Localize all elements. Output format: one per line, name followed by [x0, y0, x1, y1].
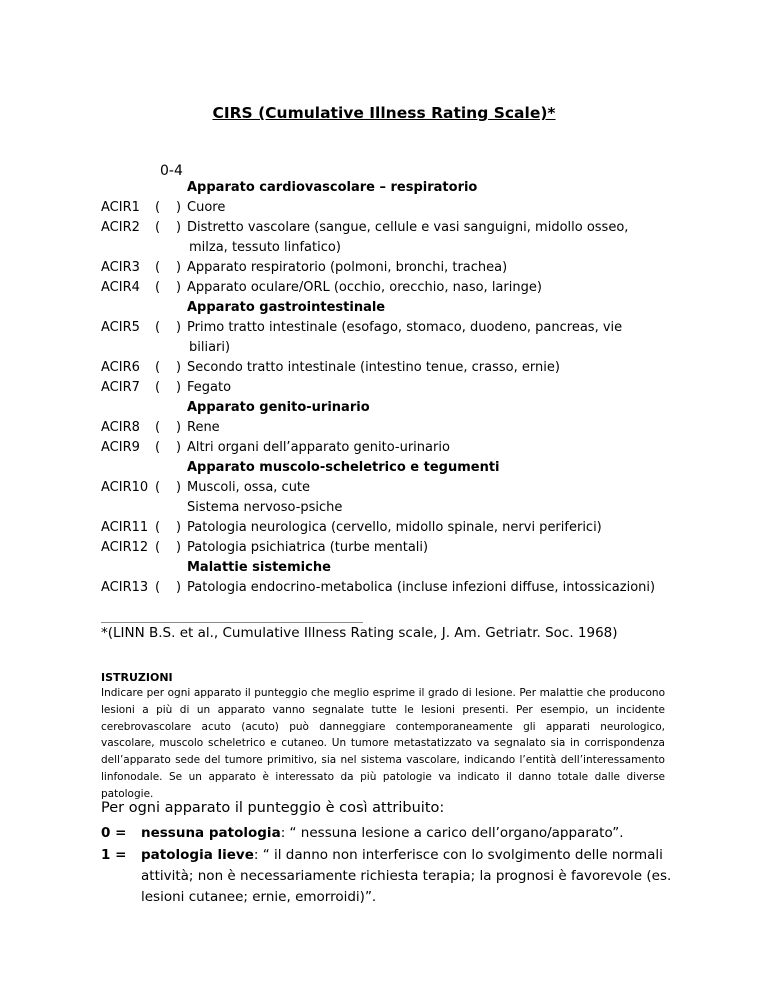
item-code: ACIR8	[101, 420, 140, 435]
item-code: ACIR2	[101, 220, 140, 235]
item-code: ACIR3	[101, 260, 140, 275]
score-slot-close: )	[176, 320, 182, 335]
item-continuation	[101, 238, 701, 258]
section-heading-text: Apparato genito-urinario	[187, 400, 370, 415]
row-text: Sistema nervoso-psiche	[187, 500, 343, 515]
section-label	[101, 498, 701, 518]
cirs-item-list	[101, 178, 701, 598]
score-value: 0 =	[101, 825, 127, 841]
item-description: Apparato oculare/ORL (occhio, orecchio, naso, laringe)	[187, 280, 542, 295]
item-code: ACIR1	[101, 200, 140, 215]
cirs-item-row	[101, 578, 701, 598]
cirs-item-row	[101, 538, 701, 558]
score-description	[141, 845, 701, 908]
cirs-item-row	[101, 218, 701, 238]
item-description: Patologia neurologica (cervello, midollo spinale, nervi periferici)	[187, 520, 602, 535]
item-continuation	[101, 338, 701, 358]
row-text: milza, tessuto linfatico)	[189, 240, 341, 255]
cirs-item-row	[101, 358, 701, 378]
score-label: nessuna patologia	[141, 825, 281, 841]
score-text: : “ nessuna lesione a carico dell’organo/apparato”.	[280, 825, 624, 841]
item-description: Primo tratto intestinale (esofago, stomaco, duodeno, pancreas, vie	[187, 320, 623, 335]
score-text: : “ il danno non interferisce con lo svolgimento delle normali attività; non è necessariamente richiesta terapia; la prognosi è favorevole (es. lesioni cutanee; ernie, emorroidi)”.	[141, 847, 672, 905]
item-description: Muscoli, ossa, cute	[187, 480, 311, 495]
item-code: ACIR7	[101, 380, 140, 395]
score-slot-close: )	[176, 260, 182, 275]
item-code: ACIR13	[101, 580, 149, 595]
item-description: Rene	[187, 420, 220, 435]
score-slot-open: (	[155, 260, 161, 275]
instructions-body: Indicare per ogni apparato il punteggio che meglio esprime il grado di lesione. Per malattie che producono lesioni a più di un apparato vanno segnalate tutte le lesioni presenti. Per esempio, un incidente cerebrovascolare acuto (acuto) può danneggiare contemporaneamente gli apparati neurologico, vascolare, muscolo scheletrico e cutaneo. Un tumore metastatizzato va segnalato sia in corrispondenza dell’apparato sede del tumore primitivo, sia nel sistema vascolare, indicando l’entità dell’interessamento linfonodale. Se un apparato è interessato da più patologie va indicato il danno totale dalle diverse patologie.	[101, 687, 665, 800]
section-heading-text: Apparato gastrointestinale	[187, 300, 386, 315]
score-value: 1 =	[101, 847, 127, 863]
item-code: ACIR10	[101, 480, 149, 495]
section-heading-text: Apparato cardiovascolare – respiratorio	[187, 180, 478, 195]
cirs-item-row	[101, 518, 701, 538]
cirs-item-row	[101, 258, 701, 278]
item-code: ACIR11	[101, 520, 149, 535]
item-description: Secondo tratto intestinale (intestino tenue, crasso, ernie)	[187, 360, 560, 375]
section-heading	[101, 178, 701, 198]
section-heading	[101, 298, 701, 318]
score-slot-close: )	[176, 420, 182, 435]
score-slot-open: (	[155, 420, 161, 435]
score-slot-close: )	[176, 480, 182, 495]
row-text: biliari)	[189, 340, 231, 355]
item-description: Fegato	[187, 380, 232, 395]
section-heading-text: Malattie sistemiche	[187, 560, 331, 575]
item-code: ACIR6	[101, 360, 140, 375]
item-code: ACIR4	[101, 280, 140, 295]
item-description: Cuore	[187, 200, 226, 215]
score-slot-close: )	[176, 200, 182, 215]
section-heading	[101, 398, 701, 418]
item-code: ACIR12	[101, 540, 149, 555]
cirs-item-row	[101, 438, 701, 458]
score-slot-open: (	[155, 320, 161, 335]
score-slot-open: (	[155, 360, 161, 375]
score-range-label: 0-4	[160, 163, 183, 179]
section-heading	[101, 458, 701, 478]
score-slot-open: (	[155, 440, 161, 455]
section-heading-text: Apparato muscolo-scheletrico e tegumenti	[187, 460, 500, 475]
score-label: patologia lieve	[141, 847, 254, 863]
cirs-item-row	[101, 198, 701, 218]
section-heading	[101, 558, 701, 578]
item-description: Apparato respiratorio (polmoni, bronchi, trachea)	[187, 260, 508, 275]
item-code: ACIR5	[101, 320, 140, 335]
scoring-intro: Per ogni apparato il punteggio è così attribuito:	[101, 800, 445, 816]
item-description: Distretto vascolare (sangue, cellule e vasi sanguigni, midollo osseo,	[187, 220, 629, 235]
cirs-item-row	[101, 318, 701, 338]
item-description: Patologia endocrino-metabolica (incluse infezioni diffuse, intossicazioni)	[187, 580, 656, 595]
score-slot-close: )	[176, 520, 182, 535]
score-slot-open: (	[155, 580, 161, 595]
footnote: *(LINN B.S. et al., Cumulative Illness Rating scale, J. Am. Getriatr. Soc. 1968)	[101, 625, 618, 641]
score-slot-open: (	[155, 200, 161, 215]
score-slot-close: )	[176, 440, 182, 455]
score-description	[141, 823, 701, 844]
score-slot-open: (	[155, 520, 161, 535]
item-description: Altri organi dell’apparato genito-urinario	[187, 440, 450, 455]
score-slot-close: )	[176, 380, 182, 395]
page-title: CIRS (Cumulative Illness Rating Scale)*	[212, 104, 556, 122]
score-slot-close: )	[176, 540, 182, 555]
instructions-title: ISTRUZIONI	[101, 671, 173, 684]
score-slot-close: )	[176, 360, 182, 375]
score-slot-open: (	[155, 480, 161, 495]
footnote-divider	[101, 622, 363, 623]
score-slot-open: (	[155, 540, 161, 555]
item-code: ACIR9	[101, 440, 140, 455]
score-slot-open: (	[155, 380, 161, 395]
cirs-item-row	[101, 278, 701, 298]
cirs-item-row	[101, 478, 701, 498]
score-slot-close: )	[176, 580, 182, 595]
cirs-item-row	[101, 378, 701, 398]
score-slot-close: )	[176, 220, 182, 235]
score-slot-close: )	[176, 280, 182, 295]
item-description: Patologia psichiatrica (turbe mentali)	[187, 540, 429, 555]
score-slot-open: (	[155, 280, 161, 295]
score-slot-open: (	[155, 220, 161, 235]
cirs-item-row	[101, 418, 701, 438]
